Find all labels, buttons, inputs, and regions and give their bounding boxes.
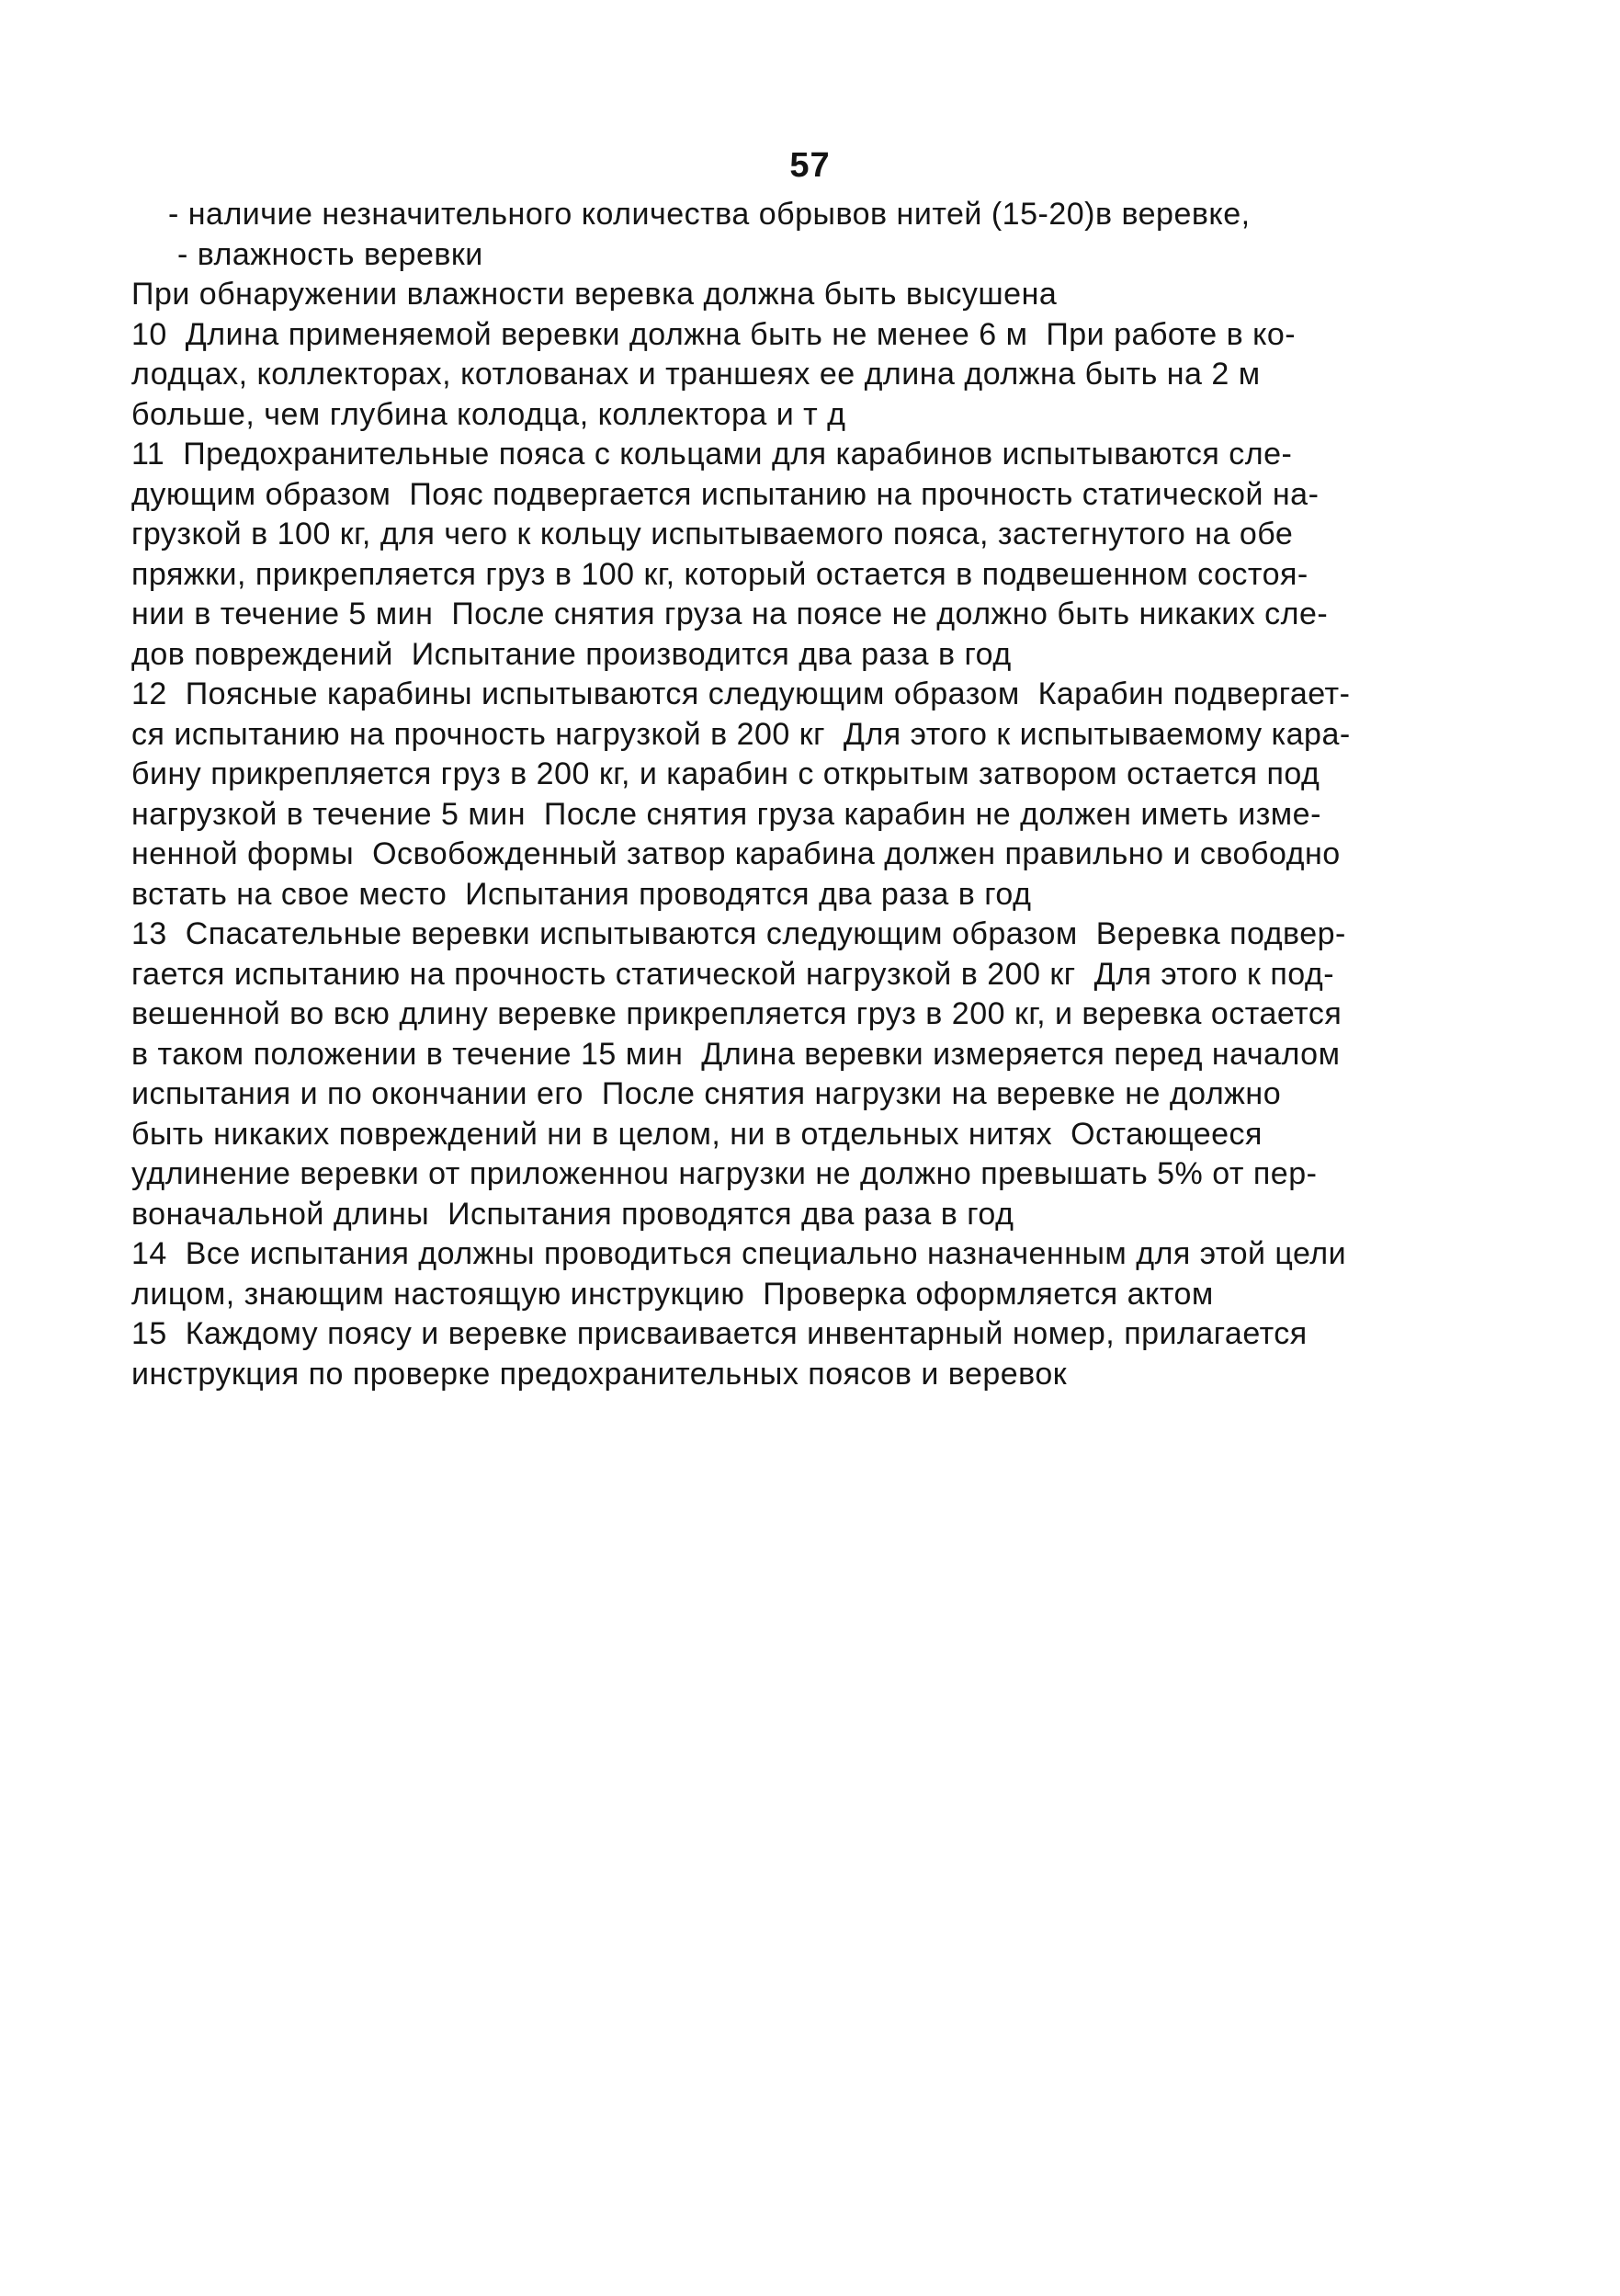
text-line: пряжки, прикрепляется груз в 100 кг, который остается в подвешенном состоя- bbox=[131, 556, 1308, 592]
text-line: 10 Длина применяемой веревки должна быть не менее 6 м При работе в ко- bbox=[131, 316, 1297, 352]
text-line: удлинение веревки от приложенноu нагрузки не должно превышать 5% от пер- bbox=[131, 1156, 1318, 1191]
text-line: 15 Каждому поясу и веревке присваивается инвентарный номер, прилагается bbox=[131, 1316, 1308, 1351]
text-line: ся испытанию на прочность нагрузкой в 200 кг Для этого к испытываемому кара- bbox=[131, 716, 1351, 752]
text-line: гается испытанию на прочность статической нагрузкой в 200 кг Для этого к под- bbox=[131, 956, 1335, 992]
text-line: воначальной длины Испытания проводятся два раза в год bbox=[131, 1196, 1014, 1232]
document-body bbox=[131, 195, 1491, 1394]
text-line: инструкция по проверке предохранительных поясов и веревок bbox=[131, 1356, 1068, 1392]
text-line: больше, чем глубина колодца, коллектора и т д bbox=[131, 396, 846, 432]
text-line: 13 Спасательные веревки испытываются следующим образом Веревка подвер- bbox=[131, 916, 1346, 951]
text-line: При обнаружении влажности веревка должна быть высушена bbox=[131, 277, 1058, 312]
text-line: в таком положении в течение 15 мин Длина веревки измеряется перед началом bbox=[131, 1036, 1341, 1072]
text-line: дов повреждений Испытание производится два раза в год bbox=[131, 636, 1012, 672]
text-line: бину прикрепляется груз в 200 кг, и карабин с открытым затвором остается под bbox=[131, 756, 1320, 791]
text-line: - наличие незначительного количества обрывов нитей (15-20)в веревке, bbox=[168, 197, 1251, 232]
text-line: 12 Поясные карабины испытываются следующим образом Карабин подвергает- bbox=[131, 676, 1351, 711]
text-line: ненной формы Освобожденный затвор карабина должен правильно и свободно bbox=[131, 836, 1341, 871]
text-line: 14 Все испытания должны проводиться специально назначенным для этой цели bbox=[131, 1236, 1347, 1271]
text-line: дующим образом Пояс подвергается испытанию на прочность статической на- bbox=[131, 476, 1320, 512]
text-line: быть никаких повреждений ни в целом, ни в отдельных нитях Остающееся bbox=[131, 1116, 1263, 1152]
text-line: нии в течение 5 мин После снятия груза на поясе не должно быть никаких сле- bbox=[131, 597, 1329, 631]
text-line: лодцах, коллекторах, котлованах и траншеях ее длина должна быть на 2 м bbox=[131, 357, 1261, 392]
text-line: - влажность веревки bbox=[177, 236, 483, 272]
text-line: грузкой в 100 кг, для чего к кольцу испытываемого пояса, застегнутого на обе bbox=[131, 517, 1294, 551]
text-line: 11 Предохранительные пояса с кольцами для карабинов испытываются сле- bbox=[131, 437, 1293, 472]
page-number: 57 bbox=[789, 146, 831, 185]
text-line: нагрузкой в течение 5 мин После снятия груза карабин не должен иметь изме- bbox=[131, 796, 1321, 832]
text-line: лицом, знающим настоящую инструкцию Проверка оформляется актом bbox=[131, 1276, 1214, 1312]
text-line: вешенной во всю длину веревке прикрепляется груз в 200 кг, и веревка остается bbox=[131, 996, 1342, 1031]
text-line: встать на свое место Испытания проводятся два раза в год bbox=[131, 876, 1032, 912]
text-line: испытания и по окончании его После снятия нагрузки на веревке не должно bbox=[131, 1076, 1282, 1111]
